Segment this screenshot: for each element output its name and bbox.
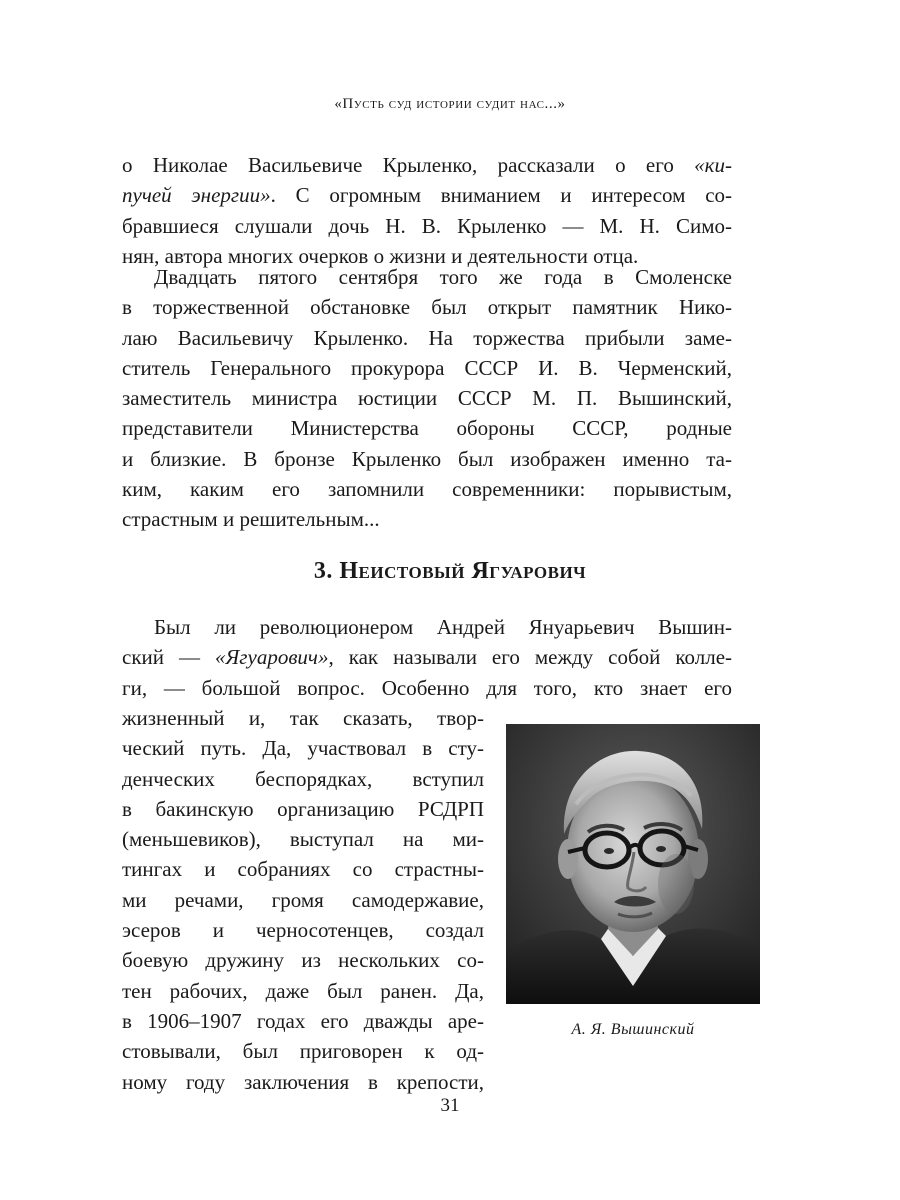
text-line: (меньшевиков), выступал на ми- [122, 827, 484, 852]
text-line: денческих беспорядках, вступил [122, 766, 484, 791]
text-line: заместитель министра юстиции СССР М. П. Вышинский, [122, 386, 732, 411]
text-line [122, 642, 732, 672]
text-line: ному году заключения в крепости, [122, 1069, 484, 1094]
text-line: бравшиеся слушали дочь Н. В. Крыленко — М. Н. Симо- [122, 213, 732, 238]
text-line: ким, каким его запомнили современники: порывистым, [122, 477, 732, 502]
italic-run: «ки- [694, 153, 732, 177]
text-line [122, 180, 732, 210]
text-line: эсеров и черносотенцев, создал [122, 918, 484, 943]
text-line: лаю Васильевичу Крыленко. На торжества прибыли заме- [122, 325, 732, 350]
text-line: ститель Генерального прокурора СССР И. В. Черменский, [122, 355, 732, 380]
text-run: ский — [122, 645, 215, 670]
text-run: , как называли его между собой колле- [328, 645, 733, 670]
italic-run: пучей энергии» [122, 183, 271, 208]
text-line: представители Министерства обороны СССР, родные [122, 416, 732, 441]
text-line: и близкие. В бронзе Крыленко был изображен именно та- [122, 446, 732, 471]
page-number: 31 [440, 1095, 460, 1116]
text-line: тингах и собраниях со страстны- [122, 857, 484, 882]
text-line: Был ли революционером Андрей Януарьевич Вышин- [154, 615, 732, 639]
text-line [122, 150, 732, 180]
text-line: нян, автора многих очерков о жизни и деятельности отца. [122, 243, 639, 268]
text-line: ми речами, громя самодержавие, [122, 887, 484, 912]
text-line: боевую дружину из нескольких со- [122, 948, 484, 973]
portrait-photo [506, 724, 760, 1004]
text-line: в 1906–1907 годах его дважды аре- [122, 1008, 484, 1033]
text-line: в бакинскую организацию РСДРП [122, 796, 484, 821]
paragraph-3 [122, 612, 732, 703]
text-line: жизненный и, так сказать, твор- [122, 706, 484, 730]
running-header: «Пусть суд истории судит нас...» [334, 96, 566, 112]
text-line: в торжественной обстановке был открыт памятник Нико- [122, 295, 732, 320]
text-line: Двадцать пятого сентября того же года в Смоленске [154, 265, 732, 289]
wrapped-paragraph [122, 703, 484, 1097]
italic-run: «Ягуарович» [215, 645, 329, 670]
text-run: о Николае Васильевиче Крыленко, рассказали о его [122, 153, 695, 177]
section-heading: 3. Неистовый Ягуарович [313, 558, 587, 584]
text-line: ги, — большой вопрос. Особенно для того, кто знает его [122, 675, 732, 700]
paragraph-1 [122, 150, 732, 271]
text-line: ческий путь. Да, участвовал в сту- [122, 736, 484, 761]
text-line: тен рабочих, даже был ранен. Да, [122, 978, 484, 1003]
portrait-illustration [506, 724, 760, 1004]
photo-caption: А. Я. Вышинский [571, 1021, 695, 1038]
text-line: страстным и решительным... [122, 507, 380, 532]
text-run: . С огромным вниманием и интересом со- [270, 183, 733, 208]
text-line: стовывали, был приговорен к од- [122, 1039, 484, 1064]
paragraph-2 [122, 262, 732, 535]
